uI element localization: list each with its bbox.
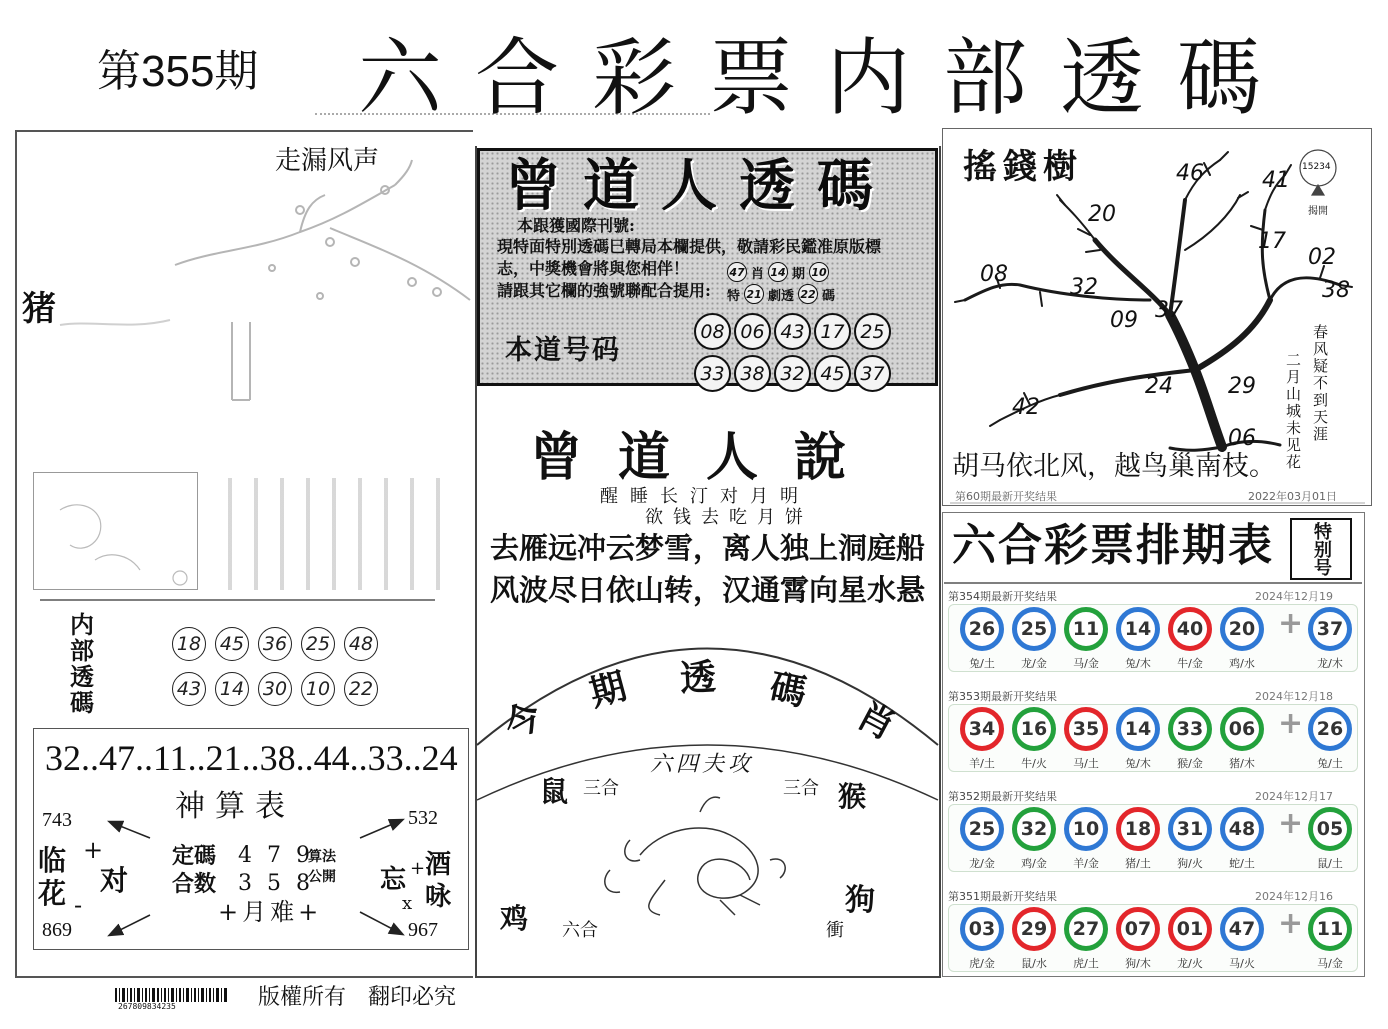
- zeng-says-title: 曾道人說: [530, 427, 883, 488]
- ball-sign: 鸡/金: [1021, 857, 1047, 870]
- arc-title-char: 碼: [766, 665, 810, 715]
- tree-number: 42: [1012, 395, 1040, 420]
- draw-date: 2024年12月17: [1255, 790, 1333, 803]
- money-tree-vertical-poem: 春风疑不到天涯: [1311, 324, 1329, 443]
- lottery-ball: 32: [1012, 807, 1056, 851]
- mini-circled-number: 14: [768, 262, 788, 282]
- zeng-code-notice-line: 請跟其它欄的強號聯配合提用:: [497, 281, 711, 300]
- ball-sign: 马/金: [1073, 657, 1099, 670]
- zeng-number: 45: [814, 355, 851, 392]
- zeng-says-hint: 醒睡长汀对月明: [600, 486, 810, 507]
- zeng-number: 33: [694, 355, 731, 392]
- zodiac-monkey: 猴: [838, 780, 867, 813]
- inner-code-number: 48: [344, 627, 378, 661]
- ball-sign: 龙/火: [1177, 957, 1203, 970]
- schedule-title: 六合彩票排期表: [952, 520, 1274, 571]
- plus-sign: +: [1278, 806, 1304, 841]
- mini-text: 碼: [822, 288, 836, 304]
- arc-title-char: 今: [496, 693, 550, 749]
- draw-block: [942, 686, 1365, 786]
- calc-right-chant: 咏: [425, 882, 452, 912]
- lottery-ball: 47: [1220, 907, 1264, 951]
- draw-issue: 第353期最新开奖结果: [948, 690, 1057, 703]
- ball-sign: 马/金: [1317, 957, 1343, 970]
- lottery-ball: 11: [1064, 607, 1108, 651]
- six-harmony: 六合: [562, 920, 598, 941]
- ball-sign: 牛/金: [1177, 657, 1203, 670]
- page-title: 六合彩票内部透碼: [358, 29, 1295, 127]
- draw-block: [942, 586, 1365, 686]
- inner-code-label-char: 部: [70, 636, 94, 665]
- lottery-ball: 18: [1116, 807, 1160, 851]
- draw-issue: 第352期最新开奖结果: [948, 790, 1057, 803]
- special-ball: 37: [1308, 607, 1352, 651]
- inner-code-number: 10: [301, 672, 335, 706]
- special-ball: 26: [1308, 707, 1352, 751]
- ball-sign: 兔/木: [1125, 757, 1151, 770]
- zodiac-dog: 狗: [845, 883, 875, 918]
- lottery-ball: 26: [960, 607, 1004, 651]
- lottery-ball: 16: [1012, 707, 1056, 751]
- draw-issue: 第354期最新开奖结果: [948, 590, 1057, 603]
- zeng-code-notice-line: 現特面特別透碼巳轉局本欄提供，敬請彩民鑑准原版標: [497, 237, 882, 256]
- barcode-number: 267809834235: [118, 1002, 176, 1011]
- tree-number: 20: [1088, 202, 1116, 227]
- inner-code-label: [70, 612, 94, 716]
- money-tree-title: 搖錢樹: [963, 147, 1083, 187]
- ball-sign: 羊/土: [969, 757, 995, 770]
- lottery-ball: 03: [960, 907, 1004, 951]
- trine-right: 三合: [783, 778, 819, 799]
- zeng-code-notice-line: 本跟獲國際刊號:: [517, 216, 635, 235]
- arc-title-char: 肖: [850, 694, 902, 748]
- corner-number-top-right: 532: [408, 807, 438, 829]
- tree-number: 24: [1145, 374, 1173, 399]
- zodiac-pig: 猪: [22, 289, 56, 329]
- calc-right-times: x: [402, 893, 413, 914]
- ball-sign: 虎/土: [1073, 957, 1099, 970]
- draw-block: [942, 886, 1365, 986]
- zeng-number: 06: [734, 313, 771, 350]
- zeng-number-row: [694, 313, 891, 350]
- special-label: 特别号: [1311, 522, 1332, 576]
- ball-sign: 鼠/水: [1021, 957, 1047, 970]
- ball-sign: 马/火: [1229, 957, 1255, 970]
- plus-sign: +: [1278, 906, 1304, 941]
- ball-sign: 狗/火: [1177, 857, 1203, 870]
- lottery-ball: 27: [1064, 907, 1108, 951]
- zeng-code-notice-line: 志，中獎機會將與您相伴！: [497, 259, 690, 278]
- ball-sign: 兔/土: [1317, 757, 1343, 770]
- ball-sign: 龙/金: [969, 857, 995, 870]
- tree-number: 02: [1308, 245, 1336, 270]
- calc-right-forget: 忘: [380, 865, 407, 895]
- mini-text: 肖: [751, 266, 765, 282]
- ball-sign: 狗/木: [1125, 957, 1151, 970]
- arc-title-char: 期: [585, 665, 631, 715]
- ball-sign: 鼠/土: [1317, 857, 1343, 870]
- calc-right-plus: +: [410, 858, 426, 879]
- ball-sign: 猴/金: [1177, 757, 1203, 770]
- lottery-ball: 14: [1116, 607, 1160, 651]
- ball-sign: 鸡/水: [1229, 657, 1255, 670]
- lottery-ball: 20: [1220, 607, 1264, 651]
- calc-row-digits: 4 7 9: [238, 843, 314, 868]
- inner-code-row: [172, 672, 378, 706]
- zeng-number: 38: [734, 355, 771, 392]
- thumbnail-frame: [33, 472, 198, 590]
- zeng-says-hint: 欲钱去吃月饼: [645, 507, 813, 528]
- inner-code-label-char: 透: [70, 662, 94, 691]
- mini-circled-number: 21: [744, 284, 764, 304]
- inner-code-number: 18: [172, 627, 206, 661]
- arc-center-note: 六四夫攻: [650, 752, 755, 777]
- lottery-ball: 33: [1168, 707, 1212, 751]
- corner-number-bottom-left: 869: [42, 919, 72, 941]
- mini-circled-number: 10: [809, 262, 829, 282]
- tree-number: 37: [1155, 298, 1183, 323]
- inner-code-row: [172, 627, 378, 661]
- mini-text: 特: [727, 288, 741, 304]
- zodiac-rooster: 鸡: [500, 902, 529, 935]
- money-tree-poem: 胡马依北风，越鸟巢南枝。: [952, 451, 1276, 482]
- calc-left-char: 花: [38, 877, 67, 910]
- calc-left-char: 临: [38, 844, 67, 877]
- ball-sign: 羊/金: [1073, 857, 1099, 870]
- clash-label: 衝: [826, 920, 844, 941]
- lottery-ball: 07: [1116, 907, 1160, 951]
- ball-sign: 猪/土: [1125, 857, 1151, 870]
- lottery-ball: 40: [1168, 607, 1212, 651]
- stamp-caption: 揭開: [1308, 206, 1328, 217]
- mini-text: 劇透: [768, 288, 795, 304]
- tree-number: 38: [1322, 278, 1350, 303]
- ball-sign: 猪/木: [1229, 757, 1255, 770]
- zeng-code-label: 本道号码: [505, 335, 621, 366]
- mini-circled-number: 47: [727, 262, 747, 282]
- ball-sign: 龙/金: [1021, 657, 1047, 670]
- lottery-ball: 06: [1220, 707, 1264, 751]
- calc-table-title: 神算表: [175, 789, 295, 824]
- calc-left-plus: +: [83, 836, 104, 864]
- tree-number: 09: [1110, 308, 1138, 333]
- zeng-says-poem-line: 去雁远冲云梦雪，离人独上洞庭船: [490, 531, 926, 565]
- calc-left-minus: -: [74, 891, 83, 919]
- inner-code-number: 22: [344, 672, 378, 706]
- draw-date: 2024年12月19: [1255, 590, 1333, 603]
- lottery-ball: 48: [1220, 807, 1264, 851]
- draw-issue: 第351期最新开奖结果: [948, 890, 1057, 903]
- zeng-number: 25: [854, 313, 891, 350]
- trine-left: 三合: [583, 778, 619, 799]
- rights-reserved: 版權所有: [258, 985, 347, 1010]
- ball-sign: 兔/土: [969, 657, 995, 670]
- calc-bottom-phrase: +月难+: [218, 898, 323, 926]
- plus-sign: +: [1278, 706, 1304, 741]
- zeng-number: 43: [774, 313, 811, 350]
- stamp-number: 15234: [1302, 162, 1331, 172]
- zeng-number: 37: [854, 355, 891, 392]
- lottery-ball: 35: [1064, 707, 1108, 751]
- ball-sign: 龙/木: [1317, 657, 1343, 670]
- calc-right-wine: 酒: [425, 850, 452, 880]
- inner-code-label-char: 碼: [70, 688, 94, 717]
- ball-sign: 牛/火: [1021, 757, 1047, 770]
- ball-sign: 马/土: [1073, 757, 1099, 770]
- tree-number: 41: [1262, 168, 1290, 193]
- tree-number: 08: [980, 262, 1008, 287]
- inner-code-number: 36: [258, 627, 292, 661]
- calc-row-label: 合数: [172, 871, 217, 897]
- zeng-number: 17: [814, 313, 851, 350]
- calc-row-digits: 3 5 8: [238, 871, 314, 896]
- zeng-number: 08: [694, 313, 731, 350]
- ball-sign: 蛇/土: [1229, 857, 1255, 870]
- zodiac-rat: 鼠: [540, 775, 569, 808]
- special-label-box: [1290, 518, 1352, 580]
- lottery-ball: 25: [1012, 607, 1056, 651]
- mini-circled-number: 22: [798, 284, 818, 304]
- lottery-ball: 29: [1012, 907, 1056, 951]
- lottery-ball: 10: [1064, 807, 1108, 851]
- money-tree-footer-date: 2022年03月01日: [1248, 490, 1337, 503]
- tree-number: 06: [1228, 426, 1256, 451]
- zeng-code-title: 曾道人透碼: [505, 153, 895, 219]
- ball-sign: 虎/金: [969, 957, 995, 970]
- zeng-number-row: [694, 355, 891, 392]
- lottery-ball: 14: [1116, 707, 1160, 751]
- lottery-ball: 01: [1168, 907, 1212, 951]
- inner-code-number: 14: [215, 672, 249, 706]
- draw-results: [942, 586, 1365, 976]
- ball-sign: 兔/木: [1125, 657, 1151, 670]
- number-sequence: 32..47..11..21..38..44..33..24: [45, 738, 458, 778]
- issue-number: 第355期: [97, 47, 259, 96]
- corner-number-bottom-right: 967: [408, 919, 438, 941]
- calc-left-mid: 对: [100, 864, 129, 897]
- draw-date: 2024年12月16: [1255, 890, 1333, 903]
- draw-date: 2024年12月18: [1255, 690, 1333, 703]
- plus-sign: +: [1278, 606, 1304, 641]
- zeng-mini-row: [727, 262, 829, 282]
- money-tree-vertical-poem: 二月山城未见花: [1284, 352, 1302, 471]
- calc-method-line: 算法: [308, 849, 336, 865]
- lottery-ball: 34: [960, 707, 1004, 751]
- calc-method-line: 公開: [308, 869, 336, 885]
- leak-title: 走漏风声: [275, 146, 380, 176]
- calc-row-label: 定碼: [172, 843, 217, 869]
- decorative-text-columns: [212, 478, 462, 590]
- tree-number: 46: [1176, 161, 1204, 186]
- inner-code-label-char: 内: [70, 610, 94, 639]
- arc-title-char: 透: [678, 656, 718, 700]
- inner-code-number: 43: [172, 672, 206, 706]
- special-ball: 05: [1308, 807, 1352, 851]
- reprint-prohibited: 翻印必究: [368, 985, 457, 1010]
- tree-number: 32: [1070, 275, 1098, 300]
- mini-text: 期: [792, 266, 806, 282]
- barcode-graphic: [115, 988, 227, 1002]
- zeng-mini-row: [727, 284, 835, 304]
- inner-code-number: 25: [301, 627, 335, 661]
- lottery-ball: 25: [960, 807, 1004, 851]
- money-tree-footer-issue: 第60期最新开奖结果: [955, 490, 1057, 503]
- draw-block: [942, 786, 1365, 886]
- lottery-ball: 31: [1168, 807, 1212, 851]
- zeng-number: 32: [774, 355, 811, 392]
- zeng-says-poem-line: 风波尽日依山转，汉通霄向星水悬: [490, 573, 926, 607]
- tree-number: 29: [1228, 374, 1256, 399]
- corner-number-top-left: 743: [42, 809, 72, 831]
- special-ball: 11: [1308, 907, 1352, 951]
- tree-number: 17: [1258, 229, 1286, 254]
- inner-code-number: 45: [215, 627, 249, 661]
- inner-code-number: 30: [258, 672, 292, 706]
